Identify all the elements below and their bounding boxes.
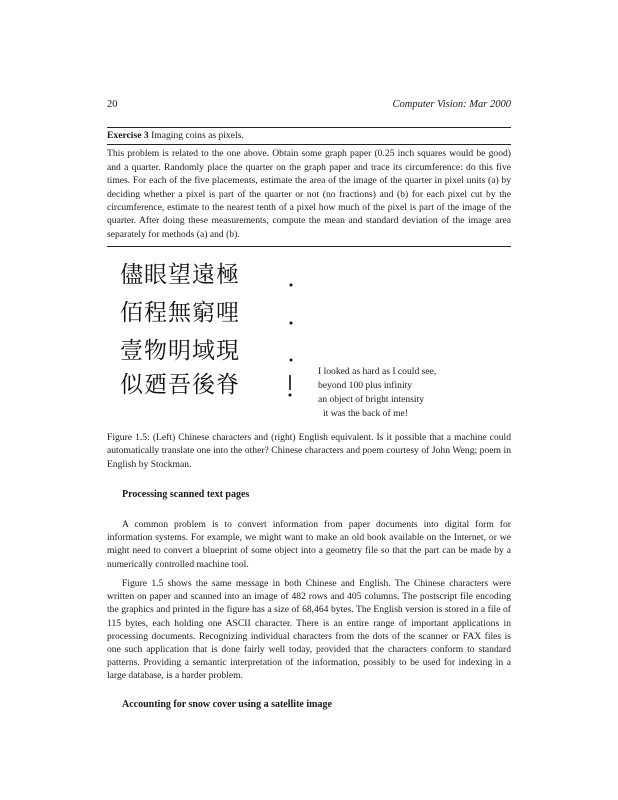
exercise-label: Exercise 3	[107, 130, 149, 141]
figure-1-5	[107, 250, 511, 420]
page-number: 20	[107, 99, 118, 110]
exercise-body: This problem is related to the one above. Obtain some graph paper (0.25 inch squares would be good) and a quarter. Randomly place the quarter on the graph paper and trace its circumference: do this five times. For each of the five placements, estimate the area of the image of the quarter in pixel units (a) by deciding whether a pixel is part of the quarter or not (no fractions) and (b) for each pixel cut by the circumference, estimate to the nearest tenth of a pixel how much of the pixel is part of the image of the quarter. After doing these measurements, compute the mean and standard deviation of the image area separately for methods (a) and (b).	[107, 148, 511, 240]
english-line-3: an object of bright intensity	[318, 394, 425, 405]
handwriting-punctuation	[107, 250, 327, 420]
exclamation-dot	[289, 394, 292, 397]
exercise-box	[107, 127, 511, 247]
section-heading-scanned-text: Processing scanned text pages	[122, 489, 250, 500]
chinese-line-3: 壹物明域現	[120, 338, 240, 364]
exercise-divider	[107, 144, 511, 145]
running-title: Computer Vision: Mar 2000	[392, 99, 511, 110]
chinese-line-1: 儘眼望遠極	[120, 262, 240, 288]
english-line-4: it was the back of me!	[323, 408, 408, 419]
chinese-line-2: 佰程無窮哩	[120, 300, 240, 326]
chinese-line-4: 似廼吾後脊	[120, 372, 240, 398]
exercise-title: Imaging coins as pixels.	[151, 130, 244, 141]
figure-caption: Figure 1.5: (Left) Chinese characters and (right) English equivalent. Is it possible that a machine could automatically translate one into the other? Chinese characters and poem courtesy of John Weng; poem in English by Stockman.	[107, 432, 511, 470]
section-heading-snow-cover: Accounting for snow cover using a satellite image	[122, 699, 332, 710]
paragraph-1: A common problem is to convert information from paper documents into digital form for information systems. For example, we might want to make an old book available on the Internet, or we might need to convert a blueprint of some object into a geometry file so that the part can be made by a numerically controlled machine tool.	[107, 519, 511, 570]
running-header	[107, 99, 511, 110]
period-mark-2	[290, 322, 293, 325]
period-mark-3	[290, 359, 293, 362]
english-poem	[318, 365, 436, 421]
paragraph-2: Figure 1.5 shows the same message in both Chinese and English. The Chinese characters were written on paper and scanned into an image of 482 rows and 405 columns. The postscript file encoding the graphics and printed in the figure has a size of 68,464 bytes. The English version is stored in a file of 115 bytes, each holding one ASCII character. There is an entire range of important applications in processing documents. Recognizing individual characters from the dots of the scanner or FAX files is one such application that is done fairly well today, provided that the characters conform to standard patterns. Providing a semantic interpretation of the information, possibly to be used for indexing in a large database, is a harder problem.	[107, 578, 511, 682]
english-line-2: beyond 100 plus infinity	[318, 380, 413, 391]
exercise-heading	[107, 129, 511, 142]
period-mark-1	[290, 284, 293, 287]
english-line-1: I looked as hard as I could see,	[318, 366, 437, 377]
